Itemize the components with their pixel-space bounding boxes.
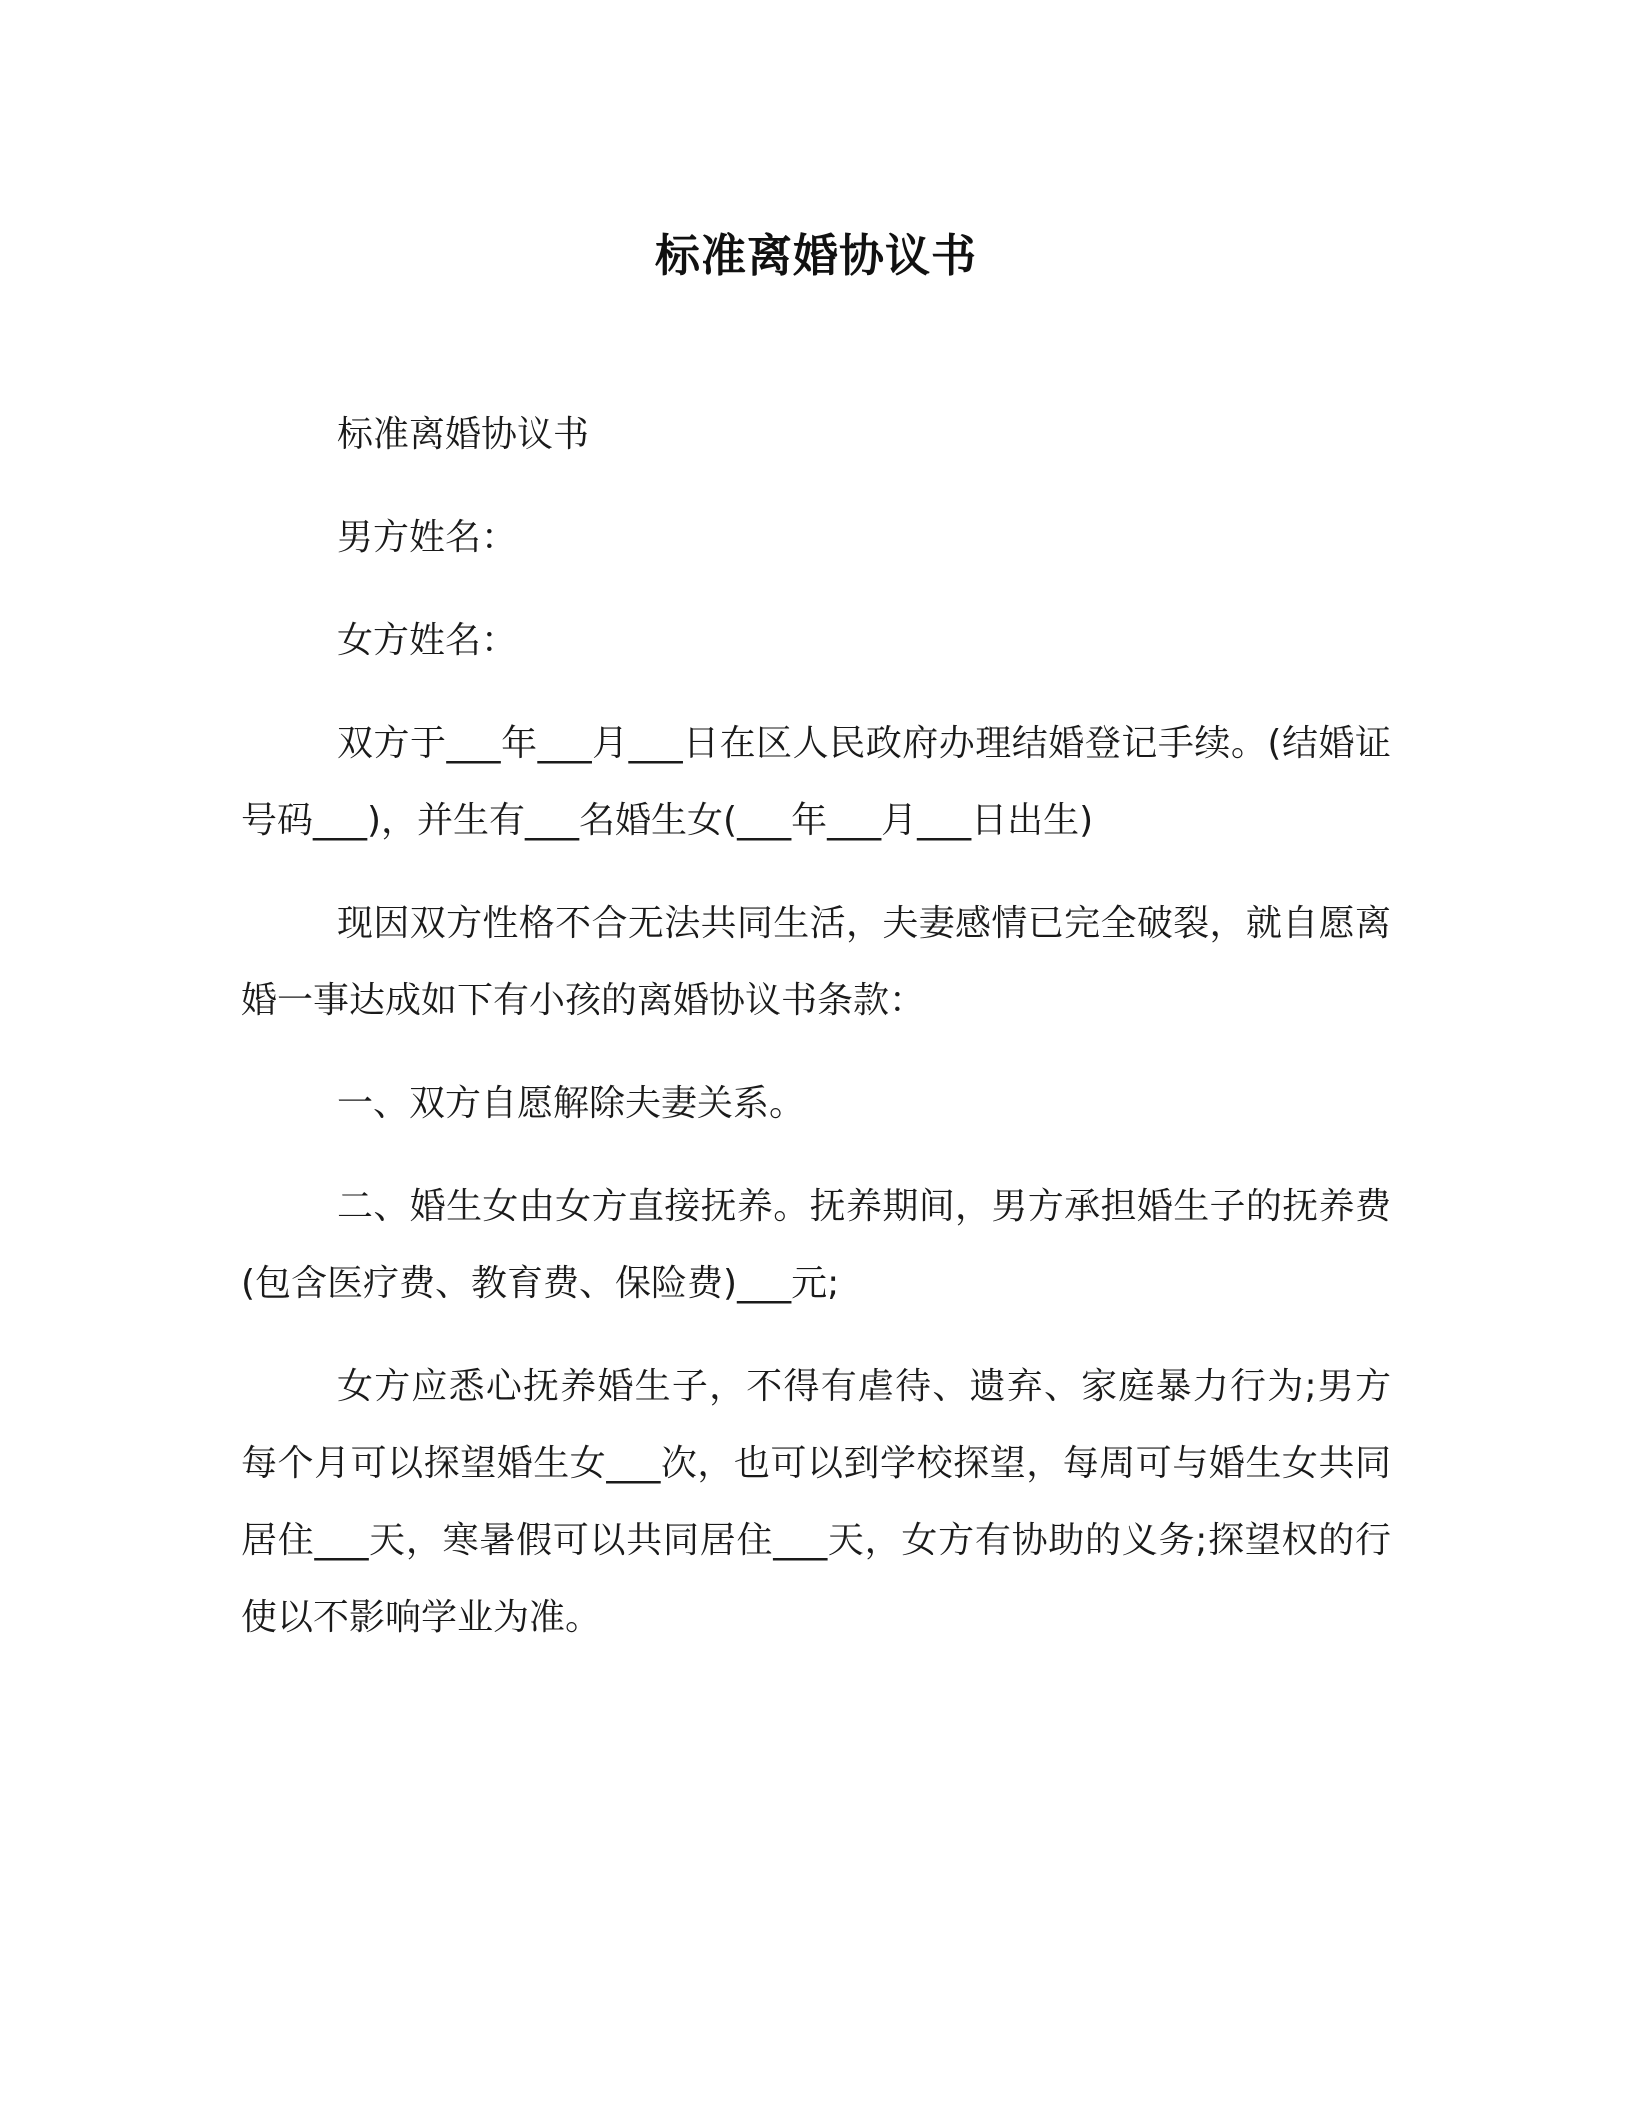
paragraph-heading: 标准离婚协议书 xyxy=(337,414,590,455)
paragraph-clause-two: 二、婚生女由女方直接抚养。抚养期间，男方承担婚生子的抚养费(包含医疗费、教育费、保险费)___元; xyxy=(241,1186,1391,1304)
paragraph-female-name: 女方姓名： xyxy=(337,620,518,661)
paragraph-marriage-registration: 双方于___年___月___日在区人民政府办理结婚登记手续。(结婚证号码___)，并生有___名婚生女(___年___月___日出生) xyxy=(241,723,1391,841)
paragraph-male-name: 男方姓名： xyxy=(337,517,518,558)
paragraph-clause-one: 一、双方自愿解除夫妻关系。 xyxy=(337,1083,806,1124)
document-title: 标准离婚协议书 xyxy=(654,229,977,282)
document-body xyxy=(241,396,1391,1682)
paragraph-divorce-reason: 现因双方性格不合无法共同生活，夫妻感情已完全破裂，就自愿离婚一事达成如下有小孩的离婚协议书条款： xyxy=(241,903,1391,1021)
paragraph-visitation: 女方应悉心抚养婚生子，不得有虐待、遗弃、家庭暴力行为;男方每个月可以探望婚生女___次，也可以到学校探望，每周可与婚生女共同居住___天，寒暑假可以共同居住___天，女方有协助的义务;探望权的行使以不影响学业为准。 xyxy=(241,1366,1391,1638)
